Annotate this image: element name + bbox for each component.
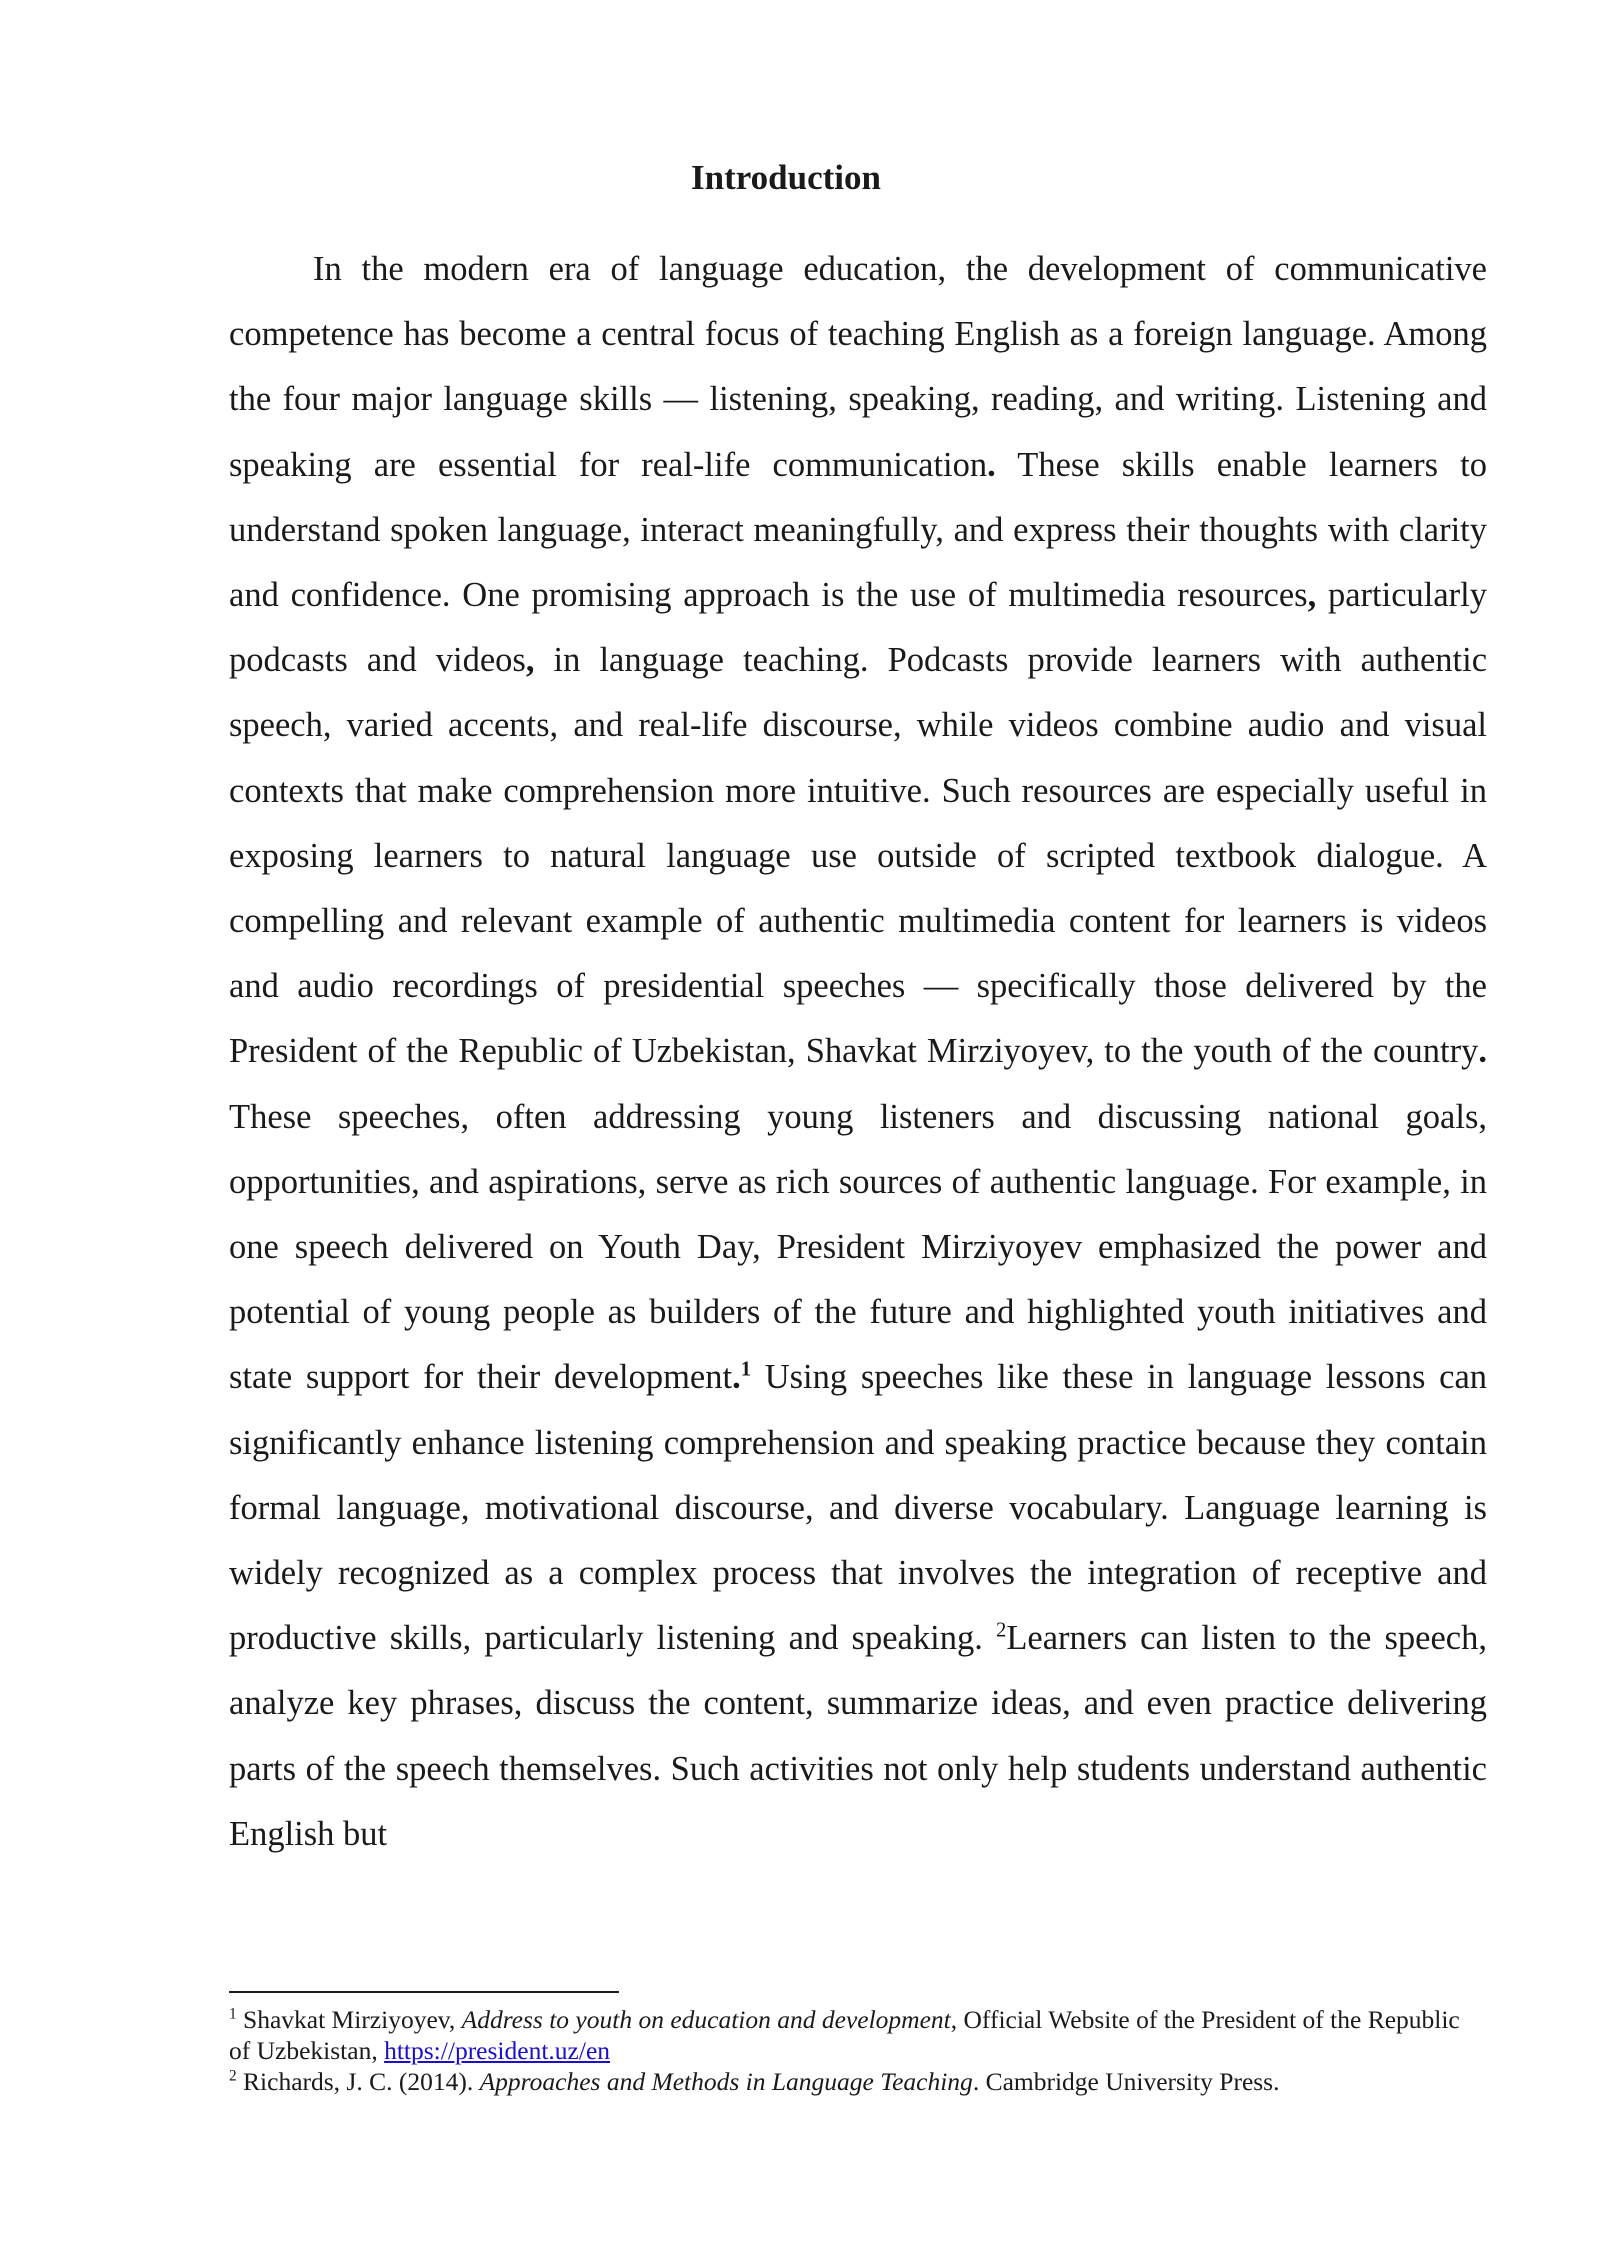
footnote-author: Shavkat Mirziyoyev, bbox=[236, 2005, 462, 2034]
intro-paragraph bbox=[229, 237, 1487, 1867]
footnote-number: 1 bbox=[229, 2005, 237, 2023]
footnote-2 bbox=[229, 2066, 1487, 2097]
bold-period: . bbox=[987, 445, 996, 484]
footnote-link[interactable]: https://president.uz/en bbox=[384, 2036, 611, 2065]
paragraph-text: in language teaching. Podcasts provide learners with authentic speech, varied accents, and real-life discourse, while videos combine audio and visual contexts that make comprehension more intuitive. Such resources are especially useful in exposing learners to natural language use outside of scripted textbook dialogue. A compelling and relevant example of authentic multimedia content for learners is videos and audio recordings of presidential speeches — specifically those delivered by the President of the Republic of Uzbekistan, Shavkat Mirziyoyev, to the youth of the country bbox=[229, 641, 1488, 1071]
footnote-work-title: Approaches and Methods in Language Teaching bbox=[479, 2067, 973, 2096]
footnote-work-title: Address to youth on education and development bbox=[461, 2005, 951, 2034]
paragraph-text: Learners can listen to the speech, analyze key phrases, discuss the content, summarize ideas, and even practice delivering parts of the speech themselves. Such activities not only help students understand authentic English but bbox=[229, 1619, 1487, 1853]
paragraph-text: These speeches, often addressing young listeners and discussing national goals, opportunities, and aspirations, serve as rich sources of authentic language. For example, in one speech delivered on Youth Day, President Mirziyoyev emphasized the power and potential of young people as builders of the future and highlighted youth initiatives and state support for their development bbox=[229, 1097, 1487, 1397]
footnote-reference-2[interactable]: 2 bbox=[996, 1619, 1007, 1642]
bold-period: . bbox=[1478, 1032, 1487, 1071]
footnote-source: , Official Website of the President of the Republic of Uzbekistan, bbox=[229, 2005, 1460, 2065]
bold-comma: , bbox=[1307, 576, 1317, 615]
footnote-reference-1[interactable]: 1 bbox=[740, 1358, 752, 1381]
footnote-source: . Cambridge University Press. bbox=[972, 2067, 1280, 2096]
footnote-author: Richards, J. C. (2014). bbox=[236, 2067, 480, 2096]
footnote-separator bbox=[229, 1991, 619, 1993]
page-title: Introduction bbox=[691, 158, 881, 197]
bold-period: . bbox=[732, 1358, 741, 1397]
paragraph-text: particularly podcasts and videos bbox=[229, 576, 1487, 680]
footnote-1 bbox=[229, 2004, 1487, 2066]
paragraph-text: Using speeches like these in language lessons can significantly enhance listening comprehension and speaking practice because they contain formal language, motivational discourse, and diverse vocabulary. Language learning is widely recognized as a complex process that involves the integration of receptive and productive skills, particularly listening and speaking. bbox=[229, 1358, 1488, 1658]
footnotes-section bbox=[229, 2004, 1487, 2097]
footnote-number: 2 bbox=[229, 2067, 237, 2085]
paragraph-text: These skills enable learners to understand spoken language, interact meaningfully, and express their thoughts with clarity and confidence. One promising approach is the use of multimedia resources bbox=[229, 445, 1487, 615]
bold-comma: , bbox=[525, 641, 535, 680]
paragraph-text: In the modern era of language education, the development of communicative competence has become a central focus of teaching English as a foreign language. Among the four major language skills — listening, speaking, reading, and writing. Listening and speaking are essential for real-life communication bbox=[229, 250, 1487, 484]
